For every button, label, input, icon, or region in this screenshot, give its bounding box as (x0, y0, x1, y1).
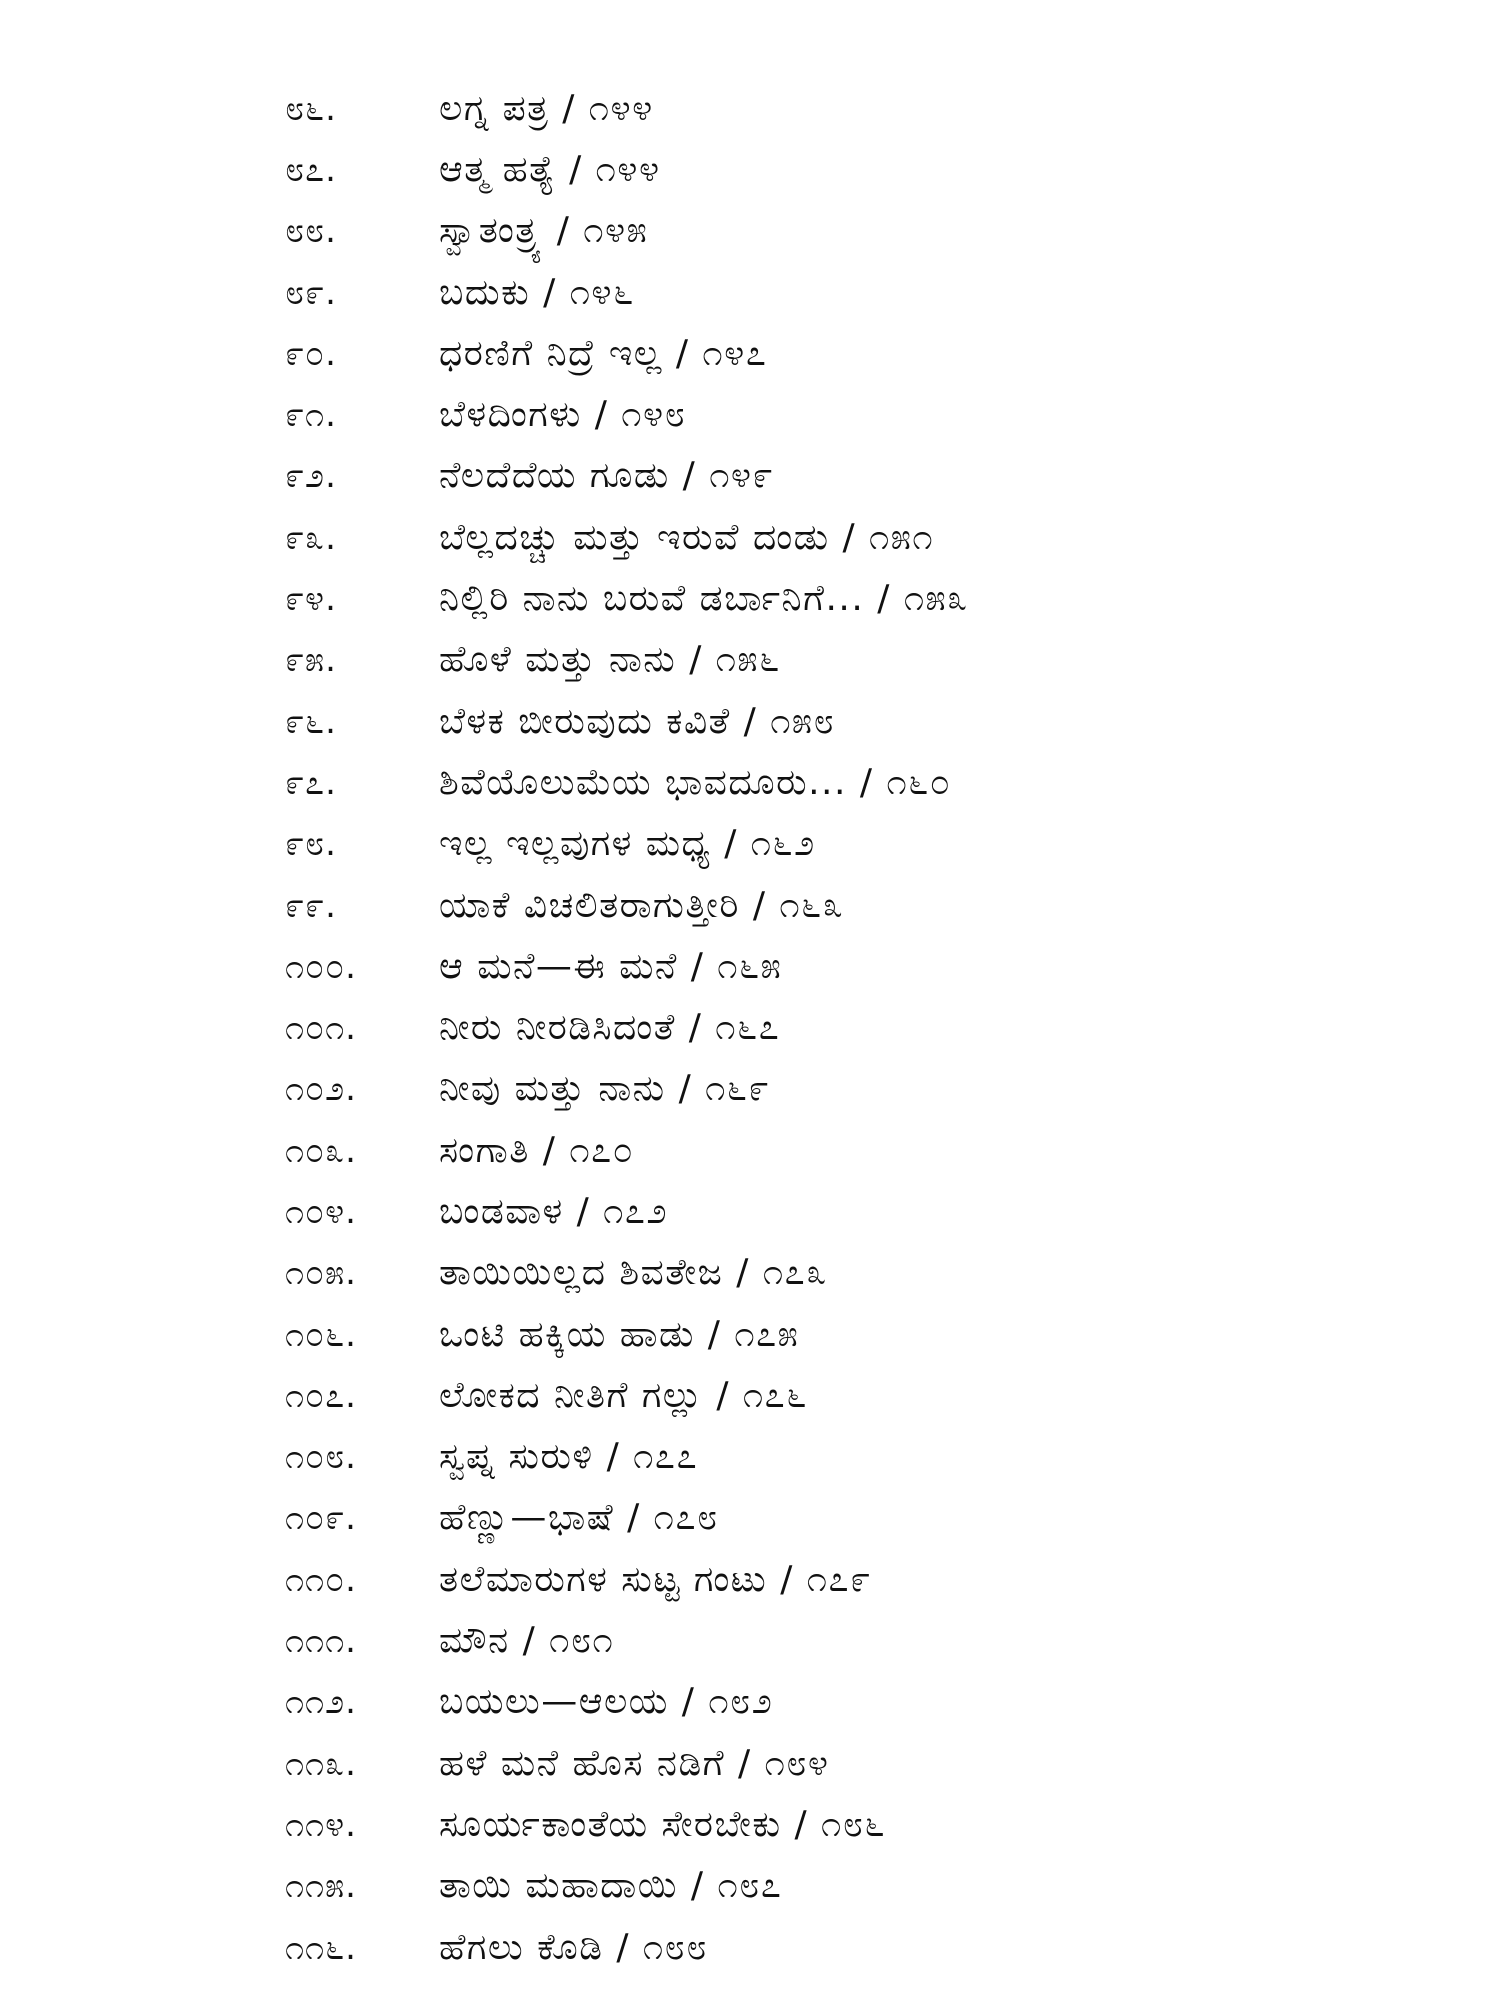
toc-entry-title: ಲಗ್ನ ಪತ್ರ (439, 87, 550, 129)
toc-entry-title: ಬೆಳಕ ಬೀರುವುದು ಕವಿತೆ (439, 700, 731, 742)
toc-entry-text: ಬೆಳದಿಂಗಳು / ೧೪೮ (439, 394, 687, 436)
toc-entry-number: ೧೧೫. (285, 1866, 357, 1907)
toc-entry-number: ೯೦. (285, 333, 337, 374)
toc-entry-page: ೧೮೪ (764, 1742, 830, 1784)
toc-entry (285, 1243, 1285, 1304)
toc-entry (285, 814, 1285, 875)
toc-entry (285, 507, 1285, 568)
toc-entry-page: ೧೬೨ (750, 823, 816, 865)
toc-entry-page: ೧೪೮ (621, 394, 687, 436)
toc-entry-text: ಹೆಣ್ಣು—ಭಾಷೆ / ೧೭೮ (439, 1497, 719, 1539)
toc-entry-text: ಹೆಗಲು ಕೊಡಿ / ೧೮೮ (439, 1926, 708, 1968)
toc-entry-number: ೧೦೦. (285, 946, 357, 987)
toc-entry-page: ೧೭೬ (742, 1374, 808, 1416)
toc-entry-text: ತಾಯಿ ಮಹಾದಾಯಿ / ೧೮೭ (439, 1865, 783, 1907)
toc-entry-title: ಶಿವೆಯೊಲುಮೆಯ ಭಾವದೂರು... (439, 761, 847, 803)
toc-entry (285, 1610, 1285, 1671)
toc-entry-title: ಸ್ವಪ್ನ ಸುರುಳಿ (439, 1436, 594, 1478)
toc-entry-page: ೧೪೯ (709, 455, 775, 497)
toc-entry (285, 691, 1285, 752)
toc-entry-page: ೧೪೪ (595, 148, 661, 190)
toc-entry-number: ೮೮. (285, 211, 337, 252)
toc-entry-number: ೧೦೮. (285, 1437, 357, 1478)
toc-entry (285, 1672, 1285, 1733)
toc-entry (285, 262, 1285, 323)
toc-entry-page: ೧೮೭ (717, 1865, 783, 1907)
toc-entry (285, 1733, 1285, 1794)
toc-entry-title: ಆ ಮನೆ—ಈ ಮನೆ (439, 945, 678, 987)
toc-entry-page: ೧೮೧ (549, 1620, 615, 1662)
table-of-contents (285, 78, 1285, 1978)
toc-entry-text: ಧರಣಿಗೆ ನಿದ್ರೆ ಇಲ್ಲ / ೧೪೭ (439, 332, 768, 374)
toc-entry (285, 752, 1285, 813)
toc-entry (285, 1365, 1285, 1426)
toc-entry-page: ೧೬೯ (705, 1068, 771, 1110)
toc-entry-title: ಆತ್ಮ ಹತ್ಯೆ (439, 148, 557, 190)
toc-entry-title: ಯಾಕೆ ವಿಚಲಿತರಾಗುತ್ತೀರಿ (439, 884, 740, 926)
toc-entry-number: ೯೪. (285, 579, 337, 620)
toc-entry (285, 1059, 1285, 1120)
toc-entry-number: ೯೮. (285, 824, 337, 865)
toc-entry-page: ೧೮೬ (821, 1803, 887, 1845)
toc-entry-number: ೯೬. (285, 701, 337, 742)
toc-entry-page: ೧೮೨ (708, 1681, 774, 1723)
toc-entry-number: ೯೭. (285, 762, 337, 803)
toc-entry-text: ಸೂರ್ಯಕಾಂತೆಯ ಸೇರಬೇಕು / ೧೮೬ (439, 1803, 887, 1845)
toc-entry-number: ೮೭. (285, 149, 337, 190)
toc-entry-title: ತಾಯಿಯಿಲ್ಲದ ಶಿವತೇಜ (439, 1252, 724, 1294)
toc-entry-text: ಲೋಕದ ನೀತಿಗೆ ಗಲ್ಲು / ೧೭೬ (439, 1374, 808, 1416)
toc-entry-page: ೧೮೮ (642, 1926, 708, 1968)
toc-entry-title: ಮೌನ (439, 1620, 510, 1662)
toc-entry-text: ಇಲ್ಲ ಇಲ್ಲವುಗಳ ಮಧ್ಯ / ೧೬೨ (439, 823, 816, 865)
toc-entry-text: ಆ ಮನೆ—ಈ ಮನೆ / ೧೬೫ (439, 945, 783, 987)
toc-entry (285, 1427, 1285, 1488)
toc-entry-number: ೧೧೦. (285, 1559, 357, 1600)
toc-entry (285, 446, 1285, 507)
toc-entry-number: ೧೧೪. (285, 1804, 357, 1845)
toc-entry-page: ೧೭೨ (603, 1190, 669, 1232)
toc-entry-title: ಲೋಕದ ನೀತಿಗೆ ಗಲ್ಲು (439, 1374, 704, 1416)
toc-entry (285, 1120, 1285, 1181)
toc-entry (285, 1488, 1285, 1549)
toc-entry-title: ಹಳೆ ಮನೆ ಹೊಸ ನಡಿಗೆ (439, 1742, 726, 1784)
toc-entry (285, 630, 1285, 691)
toc-entry (285, 78, 1285, 139)
toc-entry-title: ನೀರು ನೀರಡಿಸಿದಂತೆ (439, 1007, 676, 1049)
toc-entry-page: ೧೪೬ (569, 271, 635, 313)
toc-entry-title: ಧರಣಿಗೆ ನಿದ್ರೆ ಇಲ್ಲ (439, 332, 663, 374)
toc-entry-text: ಬೆಳಕ ಬೀರುವುದು ಕವಿತೆ / ೧೫೮ (439, 700, 836, 742)
toc-entry (285, 139, 1285, 200)
toc-entry-number: ೧೦೭. (285, 1375, 357, 1416)
toc-entry-page: ೧೭೩ (762, 1252, 828, 1294)
toc-entry-number: ೯೨. (285, 456, 337, 497)
toc-entry (285, 997, 1285, 1058)
toc-entry-number: ೧೦೩. (285, 1130, 357, 1171)
toc-entry-title: ಸಂಗಾತಿ (439, 1129, 530, 1171)
toc-entry-number: ೧೦೨. (285, 1069, 357, 1110)
toc-entry (285, 201, 1285, 262)
toc-entry-title: ಬೆಲ್ಲದಚ್ಚು ಮತ್ತು ಇರುವೆ ದಂಡು (439, 516, 830, 558)
toc-entry-number: ೯೫. (285, 640, 337, 681)
toc-entry-number: ೧೧೩. (285, 1743, 357, 1784)
toc-entry (285, 384, 1285, 445)
toc-entry-page: ೧೫೧ (869, 516, 935, 558)
toc-entry-text: ಮೌನ / ೧೮೧ (439, 1620, 615, 1662)
toc-entry (285, 568, 1285, 629)
toc-entry-page: ೧೭೭ (633, 1436, 699, 1478)
toc-entry-number: ೧೦೬. (285, 1314, 357, 1355)
toc-entry-text: ಬೆಲ್ಲದಚ್ಚು ಮತ್ತು ಇರುವೆ ದಂಡು / ೧೫೧ (439, 516, 935, 558)
toc-entry-title: ಬದುಕು (439, 271, 531, 313)
toc-entry-number: ೧೧೧. (285, 1621, 357, 1662)
toc-entry-page: ೧೬೦ (886, 761, 952, 803)
toc-entry-number: ೧೧೨. (285, 1682, 357, 1723)
toc-entry (285, 323, 1285, 384)
toc-entry (285, 1917, 1285, 1978)
toc-entry-title: ಬೆಳದಿಂಗಳು (439, 394, 582, 436)
toc-entry-text: ಯಾಕೆ ವಿಚಲಿತರಾಗುತ್ತೀರಿ / ೧೬೩ (439, 884, 845, 926)
toc-entry-text: ನೆಲದೆದೆಯ ಗೂಡು / ೧೪೯ (439, 455, 775, 497)
toc-entry-number: ೯೧. (285, 395, 337, 436)
toc-entry-title: ಹೆಗಲು ಕೊಡಿ (439, 1926, 604, 1968)
toc-entry-page: ೧೬೫ (717, 945, 783, 987)
toc-entry-text: ಬದುಕು / ೧೪೬ (439, 271, 635, 313)
toc-entry-text: ಲಗ್ನ ಪತ್ರ / ೧೪೪ (439, 87, 654, 129)
toc-entry-title: ಸ್ವಾತಂತ್ರ್ಯ (439, 210, 544, 252)
toc-entry-text: ಬಯಲು—ಆಲಯ / ೧೮೨ (439, 1681, 774, 1723)
toc-entry-title: ನೆಲದೆದೆಯ ಗೂಡು (439, 455, 670, 497)
toc-entry-text: ನೀರು ನೀರಡಿಸಿದಂತೆ / ೧೬೭ (439, 1007, 781, 1049)
toc-entry-page: ೧೫೩ (903, 578, 969, 620)
toc-entry-text: ಶಿವೆಯೊಲುಮೆಯ ಭಾವದೂರು... / ೧೬೦ (439, 761, 952, 803)
toc-entry-number: ೧೦೫. (285, 1253, 357, 1294)
toc-entry-text: ಹಳೆ ಮನೆ ಹೊಸ ನಡಿಗೆ / ೧೮೪ (439, 1742, 830, 1784)
toc-entry-number: ೮೬. (285, 88, 337, 129)
toc-entry (285, 1794, 1285, 1855)
toc-entry (285, 1549, 1285, 1610)
toc-entry-page: ೧೪೭ (702, 332, 768, 374)
toc-entry-page: ೧೭೫ (734, 1313, 800, 1355)
toc-entry-number: ೮೯. (285, 272, 337, 313)
toc-entry (285, 936, 1285, 997)
toc-entry-number: ೯೯. (285, 885, 337, 926)
toc-entry-title: ಒಂಟಿ ಹಕ್ಕಿಯ ಹಾಡು (439, 1313, 695, 1355)
toc-entry (285, 1181, 1285, 1242)
toc-entry-number: ೧೧೬. (285, 1927, 357, 1968)
toc-entry-page: ೧೬೩ (779, 884, 845, 926)
toc-entry-text: ತಲೆಮಾರುಗಳ ಸುಟ್ಟ ಗಂಟು / ೧೭೯ (439, 1558, 872, 1600)
toc-entry-text: ಸ್ವಾತಂತ್ರ್ಯ / ೧೪೫ (439, 210, 649, 252)
toc-entry-page: ೧೭೦ (569, 1129, 635, 1171)
toc-entry-text: ಸಂಗಾತಿ / ೧೭೦ (439, 1129, 635, 1171)
toc-entry-title: ಇಲ್ಲ ಇಲ್ಲವುಗಳ ಮಧ್ಯ (439, 823, 712, 865)
toc-entry-title: ನಿಲ್ಲಿರಿ ನಾನು ಬರುವೆ ಡರ್ಬಾನಿಗೆ... (439, 578, 865, 620)
toc-entry (285, 1304, 1285, 1365)
toc-entry-page: ೧೪೪ (588, 87, 654, 129)
toc-entry-title: ನೀವು ಮತ್ತು ನಾನು (439, 1068, 666, 1110)
toc-entry-text: ಒಂಟಿ ಹಕ್ಕಿಯ ಹಾಡು / ೧೭೫ (439, 1313, 800, 1355)
toc-entry-text: ಹೊಳೆ ಮತ್ತು ನಾನು / ೧೫೬ (439, 639, 781, 681)
toc-entry-page: ೧೪೫ (583, 210, 649, 252)
toc-entry-page: ೧೬೭ (715, 1007, 781, 1049)
toc-entry-title: ತಲೆಮಾರುಗಳ ಸುಟ್ಟ ಗಂಟು (439, 1558, 768, 1600)
toc-entry-title: ಬಯಲು—ಆಲಯ (439, 1681, 669, 1723)
toc-entry-title: ಸೂರ್ಯಕಾಂತೆಯ ಸೇರಬೇಕು (439, 1803, 782, 1845)
toc-entry-title: ತಾಯಿ ಮಹಾದಾಯಿ (439, 1865, 678, 1907)
toc-entry-text: ಆತ್ಮ ಹತ್ಯೆ / ೧೪೪ (439, 148, 661, 190)
toc-entry-title: ಬಂಡವಾಳ (439, 1190, 564, 1232)
toc-entry (285, 875, 1285, 936)
toc-entry-text: ಸ್ವಪ್ನ ಸುರುಳಿ / ೧೭೭ (439, 1436, 699, 1478)
toc-entry-title: ಹೆಣ್ಣು—ಭಾಷೆ (439, 1497, 615, 1539)
toc-entry-page: ೧೭೯ (806, 1558, 872, 1600)
toc-entry-number: ೧೦೧. (285, 1008, 357, 1049)
toc-entry (285, 1856, 1285, 1917)
toc-entry-page: ೧೫೮ (770, 700, 836, 742)
toc-entry-text: ತಾಯಿಯಿಲ್ಲದ ಶಿವತೇಜ / ೧೭೩ (439, 1252, 828, 1294)
toc-entry-number: ೯೩. (285, 517, 337, 558)
toc-entry-title: ಹೊಳೆ ಮತ್ತು ನಾನು (439, 639, 677, 681)
toc-entry-number: ೧೦೪. (285, 1191, 357, 1232)
toc-entry-number: ೧೦೯. (285, 1498, 357, 1539)
toc-entry-text: ನಿಲ್ಲಿರಿ ನಾನು ಬರುವೆ ಡರ್ಬಾನಿಗೆ... / ೧೫೩ (439, 578, 969, 620)
toc-entry-text: ನೀವು ಮತ್ತು ನಾನು / ೧೬೯ (439, 1068, 771, 1110)
toc-entry-page: ೧೭೮ (653, 1497, 719, 1539)
toc-entry-text: ಬಂಡವಾಳ / ೧೭೨ (439, 1190, 669, 1232)
toc-entry-page: ೧೫೬ (715, 639, 781, 681)
